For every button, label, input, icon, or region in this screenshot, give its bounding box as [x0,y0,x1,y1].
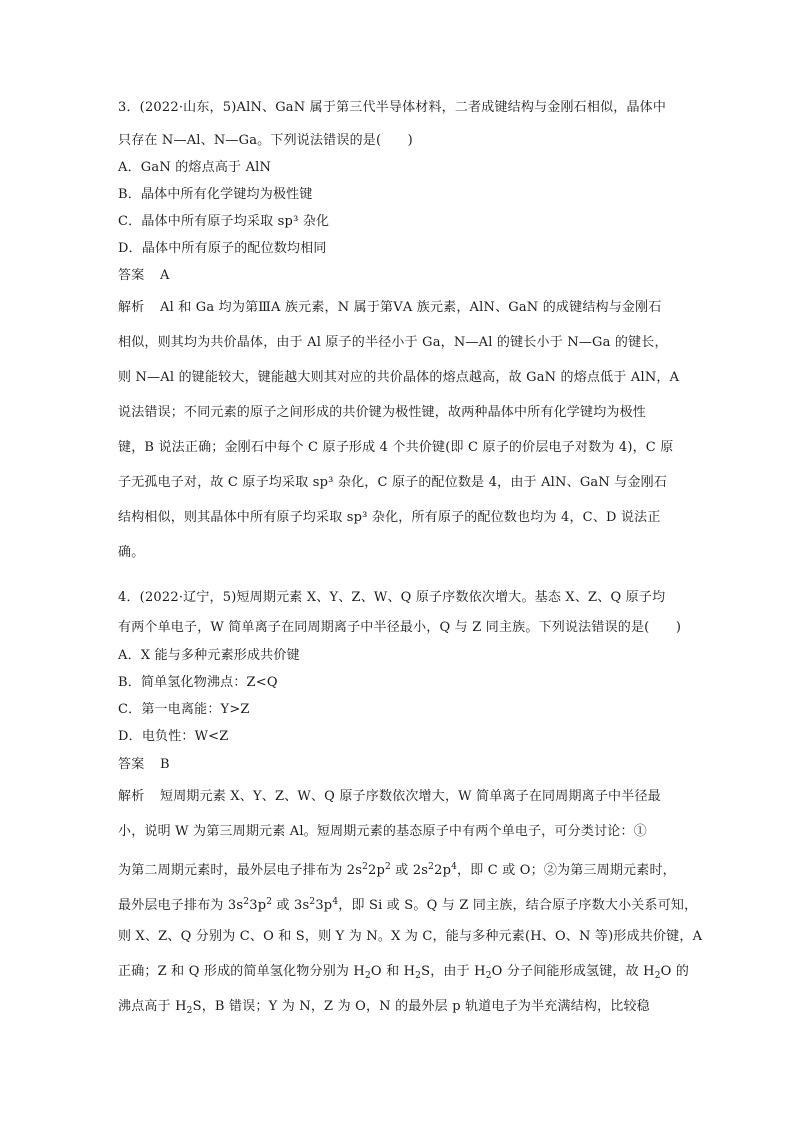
q3-stem-line-1: 3．(2022·山东，5)AlN、GaN 属于第三代半导体材料，二者成键结构与金刚石相似，晶体中 [118,100,667,115]
q4-option-c: C．第一电离能：Y>Z [118,702,250,717]
subscript: 2 [364,971,371,981]
superscript: 4 [451,862,458,872]
superscript: 4 [332,897,339,907]
q4-answer [118,755,678,775]
superscript: 2 [362,862,369,872]
text-run: 2p [434,863,452,878]
q3-analysis-line-3: 则 N—Al 的键能较大，键能越大则其对应的共价晶体的熔点越高，故 GaN 的熔点低于 AlN，A [118,370,680,385]
q4-analysis-line-3 [118,857,678,881]
q4-option-b: B．简单氢化物沸点：Z<Q [118,675,278,690]
q4-stem-line-1: 4．(2022·辽宁，5)短周期元素 X、Y、Z、W、Q 原子序数依次增大。基态 X、Z、Q 原子均 [118,590,666,605]
subscript: 2 [485,971,492,981]
superscript: 2 [309,897,316,907]
superscript: 2 [428,862,435,872]
q4-analysis-line-4 [118,892,698,916]
text-run: 3p [315,898,333,913]
analysis-label: 解析 [118,300,145,315]
q4-stem-line-2: 有两个单电子，W 简单离子在同周期离子中半径最小，Q 与 Z 同主族。下列说法错误的是( ) [118,620,682,635]
subscript: 2 [654,971,661,981]
text-run: S，由于 H [421,964,486,979]
q4-analysis-line-2: 小，说明 W 为第三周期元素 Al。短周期元素的基态原子中有两个单电子，可分类讨论：① [118,824,647,839]
q4-option-a: A．X 能与多种元素形成共价键 [118,648,300,663]
q3-analysis-line-2: 相似，则其均为共价晶体，由于 Al 原子的半径小于 Ga，N—Al 的键长小于 N—Ga 的键长， [118,335,668,350]
q4-analysis-line-5: 则 X、Z、Q 分别为 C、O 和 S，则 Y 为 N。X 为 C，能与多种元素(H、O、N 等)形成共价键，A [118,929,703,944]
q3-option-b: B．晶体中所有化学键均为极性键 [118,187,313,202]
q3-analysis-line-4: 说法错误；不同元素的原子之间形成的共价键为极性键，故两种晶体中所有化学键均为极性 [118,405,647,420]
q3-analysis-line-8: 确。 [118,545,145,560]
analysis-label: 解析 [118,789,145,804]
q3-option-c: C．晶体中所有原子均采取 sp³ 杂化 [118,214,330,229]
subscript: 2 [186,1006,193,1016]
text-run: 或 2s [390,863,429,878]
text-run: 3p [249,898,267,913]
text-run: S，B 错误；Y 为 N，Z 为 O，N 的最外层 p 轨道电子为半充满结构，比较稳 [192,999,650,1014]
q4-option-d: D．电负性：W<Z [118,729,229,744]
q3-analysis-line-7: 结构相似，则其晶体中所有原子均采取 sp³ 杂化，所有原子的配位数也均为 4，C、D 说法正 [118,510,661,525]
q4-analysis-line-7 [118,997,678,1021]
text-run: 或 3s [272,898,310,913]
q4-analysis-line-1 [118,787,678,807]
q3-stem-line-2: 只存在 N—Al、N—Ga。下列说法错误的是( ) [118,133,413,148]
q3-answer [118,266,678,286]
text-run: O 分子间能形成氢键，故 H [491,964,655,979]
text-run: O 的 [660,964,690,979]
text-run: 为第二周期元素时，最外层电子排布为 2s [118,863,363,878]
superscript: 2 [243,897,250,907]
answer-label: 答案 [118,757,145,772]
analysis-text: Al 和 Ga 均为第ⅢA 族元素，N 属于第ⅤA 族元素，AlN、GaN 的成键结构与金刚石 [160,300,662,315]
text-run: 正确；Z 和 Q 形成的简单氢化物分别为 H [118,964,365,979]
text-run: 沸点高于 H [118,999,187,1014]
answer-value: A [160,268,170,283]
q3-analysis-line-1 [118,298,678,318]
superscript: 2 [385,862,391,872]
answer-label: 答案 [118,268,145,283]
q3-option-a: A．GaN 的熔点高于 AlN [118,160,272,175]
analysis-text: 短周期元素 X、Y、Z、W、Q 原子序数依次增大，W 简单离子在同周期离子中半径最 [160,789,661,804]
q4-analysis-line-6 [118,962,690,986]
q3-analysis-line-5: 键，B 说法正确；金刚石中每个 C 原子形成 4 个共价键(即 C 原子的价层电子对数为 4)，C 原 [118,440,674,455]
answer-value: B [160,757,170,772]
text-run: 2p [368,863,386,878]
text-run: ，即 C 或 O；②为第三周期元素时， [457,863,676,878]
q3-option-d: D．晶体中所有原子的配位数均相同 [118,241,327,256]
superscript: 2 [266,897,273,907]
text-run: O 和 H [370,964,416,979]
subscript: 2 [415,971,422,981]
q3-analysis-line-6: 子无孤电子对，故 C 原子均采取 sp³ 杂化，C 原子的配位数是 4，由于 AlN、GaN 与金刚石 [118,475,668,490]
text-run: 最外层电子排布为 3s [118,898,244,913]
text-run: ，即 Si 或 S。Q 与 Z 同主族，结合原子序数大小关系可知， [338,898,698,913]
